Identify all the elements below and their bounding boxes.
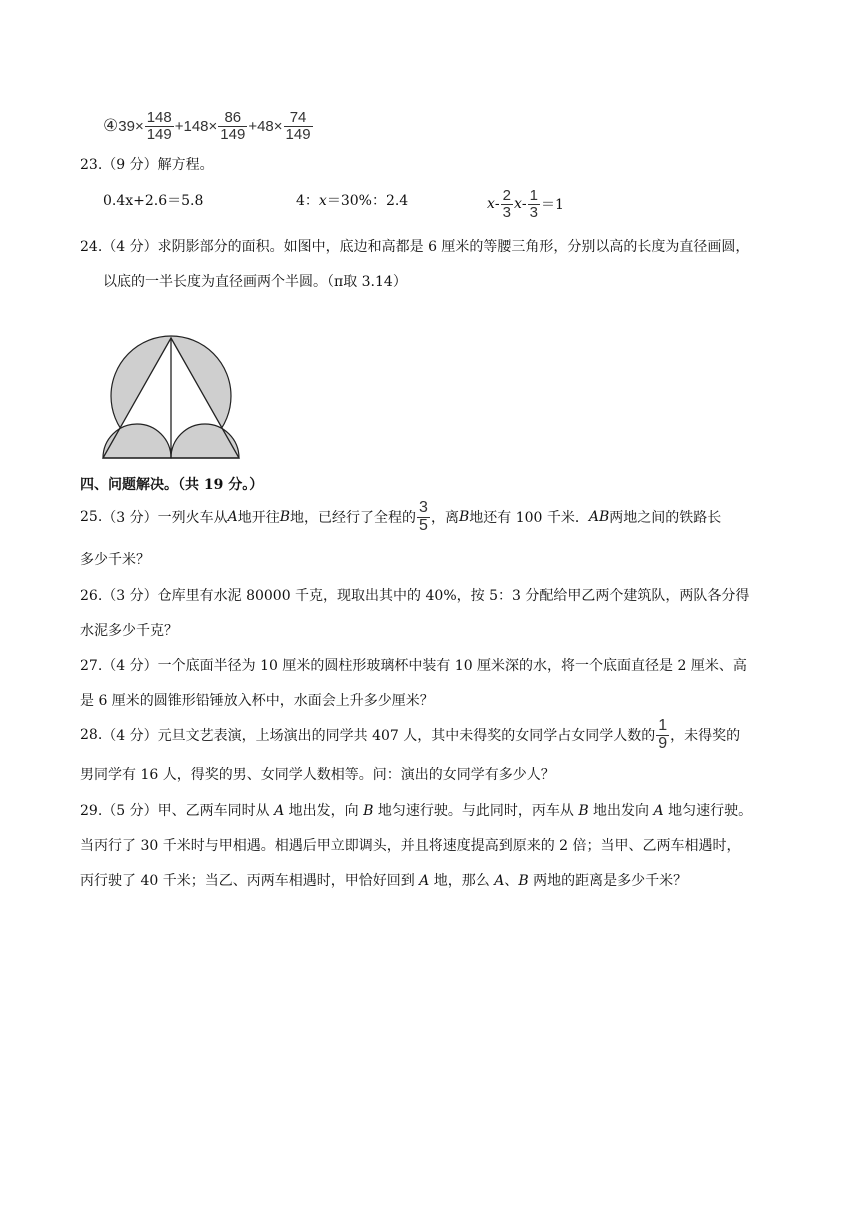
question-28: 28. （4 分）元旦文艺表演，上场演出的同学共 407 人，其中未得奖的女同学占女同学人数的 $\frac{1}{9}$ ，未得奖的	[80, 716, 741, 752]
circled-number: ④	[103, 116, 119, 135]
question-24-line2: 以底的一半长度为直径画两个半圆。（π取 3.14）	[103, 274, 407, 290]
question-26-line2: 水泥多少千克？	[80, 623, 178, 639]
question-23: 23.（9 分）解方程。	[80, 157, 214, 173]
fraction: $\frac{148}{149}$	[146, 108, 172, 143]
question-28-line2: 男同学有 16 人，得奖的男、女同学人数相等。问：演出的女同学有多少人？	[80, 767, 555, 783]
equation-1: 0.4x+2.6＝5.8	[103, 193, 204, 209]
fraction: $\frac{74}{149}$	[285, 108, 311, 143]
shaded-area-figure	[98, 333, 248, 463]
question-29-line3: 丙行驶了 40 千米；当乙、丙两车相遇时，甲恰好回到 A 地，那么 A、B 两地的距离是多少千米？	[80, 873, 688, 889]
q22-item-4: ④ 39 × $\frac{148}{149}$ +148 × $\frac{86}{149}$ +48 × $\frac{74}{149}$	[103, 108, 311, 143]
question-27: 27.（4 分）一个底面半径为 10 厘米的圆柱形玻璃杯中装有 10 厘米深的水，将一个底面直径是 2 厘米、高	[80, 658, 747, 674]
section-title: 四、问题解决。（共 19 分。）	[80, 477, 264, 493]
equation-2: 4：x＝30%：2.4	[296, 193, 409, 209]
fraction: $\frac{2}{3}$	[502, 186, 511, 221]
fraction: $\frac{86}{149}$	[220, 108, 246, 143]
equation-3: x - $\frac{2}{3}$ x - $\frac{1}{3}$ ＝1	[487, 186, 564, 221]
question-27-line2: 是 6 厘米的圆锥形铅锤放入杯中，水面会上升多少厘米？	[80, 693, 434, 709]
question-29-line2: 当丙行了 30 千米时与甲相遇。相遇后甲立即调头，并且将速度提高到原来的 2 倍；当甲、乙两车相遇时，	[80, 838, 741, 854]
question-29: 29.（5 分）甲、乙两车同时从 A 地出发，向 B 地匀速行驶。与此同时，丙车从 B 地出发向 A 地匀速行驶。	[80, 803, 753, 819]
fraction: $\frac{1}{9}$	[658, 716, 668, 752]
question-24: 24.（4 分）求阴影部分的面积。如图中，底边和高都是 6 厘米的等腰三角形，分别以高的长度为直径画圆，	[80, 239, 750, 255]
question-25: 25. （3 分）一列火车从 A 地开往 B 地，已经行了全程的 $\frac{3}{5}$ ，离 B 地还有 100 千米． AB 两地之间的铁路长	[80, 498, 722, 534]
fraction: $\frac{3}{5}$	[419, 498, 428, 534]
fraction: $\frac{1}{3}$	[529, 186, 538, 221]
question-25-line2: 多少千米？	[80, 552, 150, 568]
question-26: 26.（3 分）仓库里有水泥 80000 千克，现取出其中的 40%，按 5：3 分配给甲乙两个建筑队，两队各分得	[80, 588, 750, 604]
